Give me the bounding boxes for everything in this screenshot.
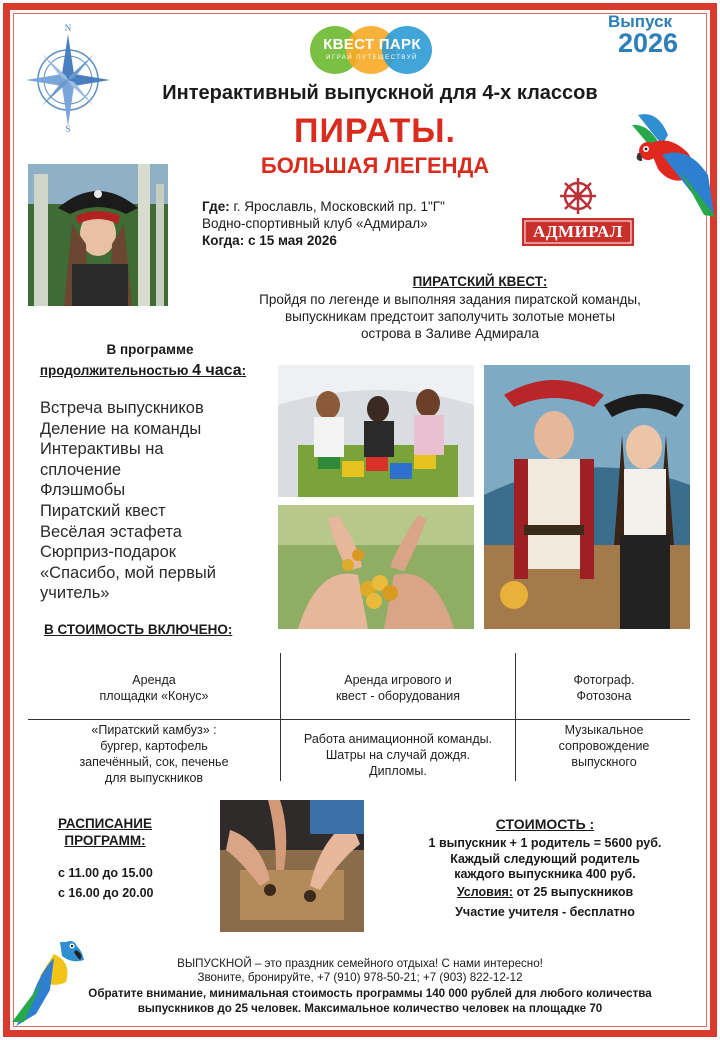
logo-main-text: КВЕСТ ПАРК [323, 36, 421, 53]
program-list [40, 398, 260, 604]
program-duration: продолжительностью 4 часа: [39, 362, 247, 379]
list-item: Интерактивы на [40, 440, 164, 459]
logo-sub-text: ИГРАЙ ПУТЕШЕСТВУЙ [326, 55, 418, 61]
program-hours: 4 часа [192, 362, 242, 379]
list-item: «Спасибо, мой первый [40, 563, 216, 582]
quest-title: ПИРАТСКИЙ КВЕСТ: [412, 274, 548, 289]
list-item: Флэшмобы [40, 481, 126, 500]
cost-conditions: Условия: от 25 выпускников [456, 885, 634, 899]
when-line: Когда: с 15 мая 2026 [202, 233, 337, 248]
kids-playing-photo [278, 365, 474, 497]
included-cell: «Пиратский камбуз» : бургер, картофель запечённый, сок, печенье для выпускников [79, 723, 229, 785]
grid-divider [28, 719, 690, 720]
included-cell: Работа анимационной команды. Шатры на случай дождя. Дипломы. [303, 732, 493, 778]
gold-coins-photo [278, 505, 474, 629]
when-value: с 15 мая 2026 [247, 233, 337, 248]
page-subtitle: Интерактивный выпускной для 4-х классов [162, 82, 598, 104]
included-cell: Аренда площадки «Конус» [99, 673, 209, 703]
pirate-girl-photo [28, 164, 168, 306]
svg-text:S: S [65, 124, 71, 132]
event-info [202, 198, 522, 249]
page-title: ПИРАТЫ. [294, 112, 456, 150]
cost-teacher: Участие учителя - бесплатно [455, 905, 635, 919]
puzzle-hands-photo [220, 800, 364, 932]
list-item: сплочение [40, 460, 122, 479]
included-cell: Фотограф. Фотозона [573, 673, 635, 703]
when-label: Когда [202, 233, 240, 248]
list-item: Сюрприз-подарок [40, 543, 176, 562]
schedule-slot: с 16.00 до 20.00 [58, 886, 154, 900]
footer-phones: Звоните, бронируйте, +7 (910) 978-50-21; +7 (903) 822-12-12 [197, 971, 523, 984]
program-title: В программе [106, 342, 194, 357]
footer-note: Обратите внимание, минимальная стоимость программы 140 000 рублей для любого количества [88, 987, 652, 1000]
admiral-logo-text: АДМИРАЛ [533, 222, 623, 241]
included-cell: Аренда игрового и квест - оборудования [335, 673, 461, 703]
schedule-slot: с 11.00 до 15.00 [58, 866, 153, 880]
quest-description: Пройдя по легенде и выполняя задания пиратской команды, выпускникам предстоит заполучить золотые монеты острова в Заливе Адмирала [259, 292, 641, 341]
list-item: Встреча выпускников [40, 399, 204, 417]
grid-divider [515, 653, 516, 781]
cost-line: 1 выпускник + 1 родитель = 5600 руб. [428, 836, 662, 850]
list-item: Деление на команды [40, 419, 202, 438]
included-cell: Музыкальное сопровождение выпускного [558, 723, 650, 769]
compass-rose-icon [22, 18, 114, 132]
list-item: учитель» [40, 584, 110, 603]
vypusk-year: 2026 [618, 28, 679, 58]
where-line: Где: г. Ярославль, Московский пр. 1"Г" [202, 199, 445, 214]
cost-title: СТОИМОСТЬ : [495, 816, 595, 832]
included-title: В СТОИМОСТЬ ВКЛЮЧЕНО: [44, 622, 233, 637]
cost-line: каждого выпускника 400 руб. [454, 867, 636, 881]
list-item: Весёлая эстафета [40, 522, 182, 541]
grid-divider [280, 653, 281, 781]
kvest-park-logo [310, 26, 432, 74]
vypusk-label: Выпуск [608, 12, 673, 31]
where-value: г. Ярославль, Московский пр. 1"Г" [233, 199, 445, 214]
footer-note: выпускников до 25 человек. Максимальное количество человек на площадке 70 [137, 1002, 603, 1015]
club-line: Водно-спортивный клуб «Адмирал» [202, 216, 428, 231]
page-title-secondary: БОЛЬШАЯ ЛЕГЕНДА [260, 153, 490, 178]
admiral-logo [520, 178, 636, 248]
cost-line: Каждый следующий родитель [450, 852, 640, 866]
pirate-actors-photo [484, 365, 690, 629]
svg-text:N: N [64, 23, 72, 33]
list-item: Пиратский квест [40, 501, 166, 520]
schedule-title: РАСПИСАНИЕ ПРОГРАММ: [57, 816, 152, 848]
footer-tagline: ВЫПУСКНОЙ – это праздник семейного отдыха! С нами интересно! [177, 957, 543, 970]
where-label: Где [202, 199, 226, 214]
